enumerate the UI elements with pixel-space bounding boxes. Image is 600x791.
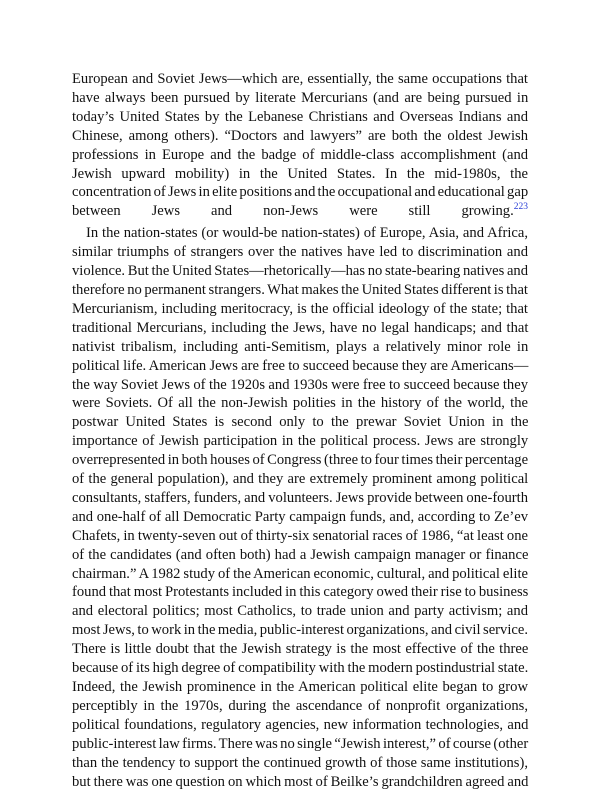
text-line: Jewish upward mobility) in the United States. In the mid-1980s, the xyxy=(72,165,528,182)
text-line: Indeed, the Jewish prominence in the American political elite began to grow xyxy=(72,679,528,695)
text-line-last xyxy=(72,202,528,221)
text-line: Mercurianism, including meritocracy, is the official ideology of the state; that xyxy=(72,300,528,317)
text-line: the way Soviet Jews of the 1920s and 1930s were free to succeed because they xyxy=(72,376,528,393)
text-line: There is little doubt that the Jewish strategy is the most effective of the three xyxy=(72,641,529,658)
text-line: Chafets, in twenty-seven out of thirty-six senatorial races of 1986, “at least one xyxy=(72,527,528,544)
text-line: overrepresented in both houses of Congress (three to four times their percentage xyxy=(72,452,529,469)
text-line: therefore no permanent strangers. What makes the United States different is that xyxy=(72,281,528,298)
text-line: European and Soviet Jews—which are, essentially, the same occupations that xyxy=(72,71,528,87)
text-line: found that most Protestants included in this category owed their rise to business xyxy=(72,584,529,601)
text-line: concentration of Jews in elite positions and the occupational and educational gap xyxy=(72,184,529,201)
text-line: perceptibly in the 1970s, during the ascendance of nonprofit organizations, xyxy=(72,697,529,714)
text-line-last-text: between Jews and non-Jews were still growing. xyxy=(72,203,514,220)
text-line: nativist tribalism, including anti-Semitism, plays a relatively minor role in xyxy=(72,338,529,355)
text-line: Chinese, among others). “Doctors and lawyers” are both the oldest Jewish xyxy=(72,127,528,144)
text-line: of the general population), and they are extremely prominent among political xyxy=(72,471,529,488)
text-line: professions in Europe and the badge of middle-class accomplishment (and xyxy=(72,146,529,163)
text-line: and one-half of all Democratic Party campaign funds, and, according to Ze’ev xyxy=(72,508,528,525)
paragraph-2 xyxy=(72,224,528,791)
text-line: today’s United States by the Lebanese Christians and Overseas Indians and xyxy=(72,108,528,125)
text-line: and electoral politics; most Catholics, to trade union and party activism; and xyxy=(72,603,529,620)
text-line: importance of Jewish participation in the political process. Jews are strongly xyxy=(72,433,529,450)
text-line: consultants, staffers, funders, and volunteers. Jews provide between one-fourth xyxy=(72,489,528,506)
text-line: traditional Mercurians, including the Jews, have no legal handicaps; and that xyxy=(72,319,529,336)
text-line: than the tendency to support the continued growth of those same institutions), xyxy=(72,754,528,771)
text-line: of the candidates (and often both) had a Jewish campaign manager or finance xyxy=(72,546,529,563)
paragraph-1 xyxy=(72,70,528,221)
text-line: similar triumphs of strangers over the natives have led to discrimination and xyxy=(72,244,528,261)
text-line: postwar United States is second only to the prewar Soviet Union in the xyxy=(72,414,529,431)
text-line: political foundations, regulatory agencies, new information technologies, and xyxy=(72,716,529,733)
text-line: violence. But the United States—rhetorically—has no state-bearing natives and xyxy=(72,263,529,280)
text-line: political life. American Jews are free to succeed because they are Americans— xyxy=(72,357,529,374)
text-line: have always been pursued by literate Mercurians (and are being pursued in xyxy=(72,89,529,106)
page-body xyxy=(72,70,528,791)
text-line: but there was one question on which most of Beilke’s grandchildren agreed and xyxy=(72,773,529,790)
text-line-indented: In the nation-states (or would-be nation-states) of Europe, Asia, and Africa, xyxy=(86,225,528,242)
footnote-reference-link[interactable]: 223 xyxy=(513,202,528,213)
text-line: chairman.” A 1982 study of the American economic, cultural, and political elite xyxy=(72,565,528,582)
text-line: because of its high degree of compatibility with the modern postindustrial state. xyxy=(72,660,529,677)
text-line: most Jews, to work in the media, public-interest organizations, and civil service. xyxy=(72,622,528,639)
text-line: were Soviets. Of all the non-Jewish polities in the history of the world, the xyxy=(72,395,528,412)
text-line: public-interest law firms. There was no single “Jewish interest,” of course (other xyxy=(72,735,529,752)
